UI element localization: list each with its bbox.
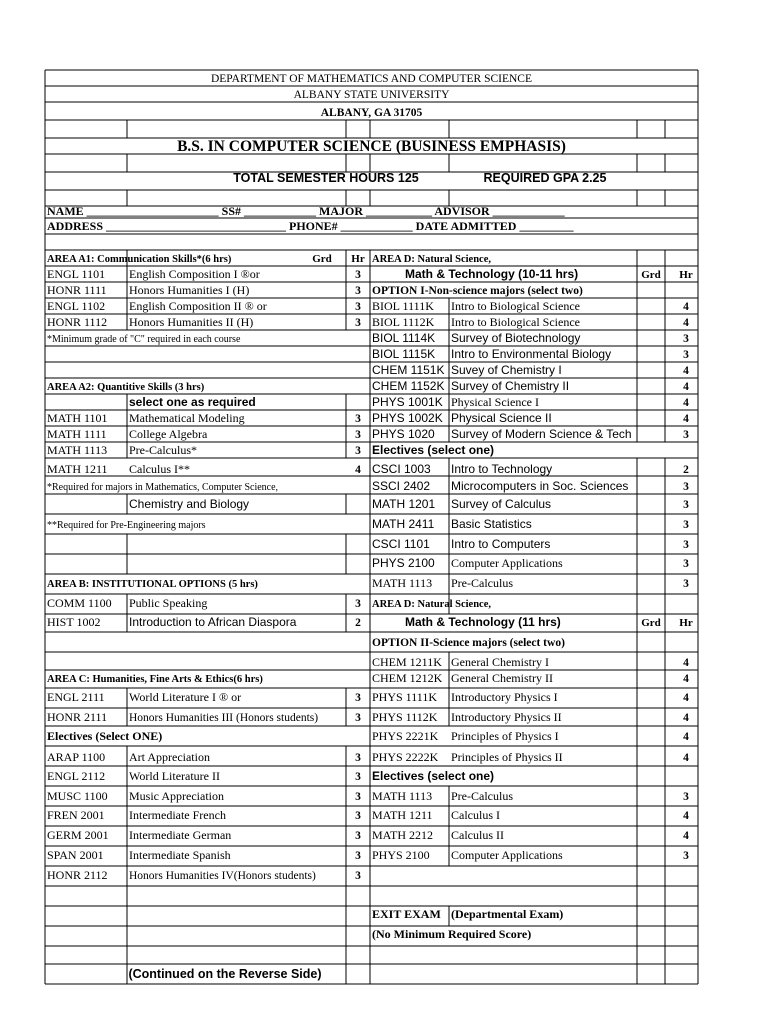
row-30-c1: Music Appreciation bbox=[129, 789, 224, 803]
university-city: ALBANY, GA 31705 bbox=[320, 107, 423, 119]
row-28-c0: ARAP 1100 bbox=[47, 750, 106, 764]
row-13-hr2: 2 bbox=[683, 464, 689, 476]
row-1-c0: ENGL 1101 bbox=[47, 267, 106, 281]
row-23-c5: General Chemistry I bbox=[451, 655, 549, 669]
row-11-hr2: 3 bbox=[683, 429, 689, 441]
row-26-c0: HONR 2111 bbox=[47, 710, 108, 724]
row-21-c0: HIST 1002 bbox=[47, 615, 101, 629]
row-5-hr2: 3 bbox=[683, 333, 689, 345]
row-16-c0: **Required for Pre-Engineering majors bbox=[47, 520, 206, 531]
row-9-c1: select one as required bbox=[129, 395, 256, 409]
row-24-c5: General Chemistry II bbox=[451, 671, 553, 685]
student-address-line: ADDRESS ______________________________ PHONE# ____________ DATE ADMITTED _________ bbox=[47, 219, 574, 233]
row-26-c1: Honors Humanities III (Honors students) bbox=[129, 712, 319, 724]
row-8-c4: CHEM 1152K bbox=[372, 379, 445, 393]
row-13-hr1: 4 bbox=[355, 464, 361, 476]
row-21-hr1: 2 bbox=[355, 617, 361, 629]
row-20-hr1: 3 bbox=[355, 598, 361, 610]
row-26-c5: Introductory Physics II bbox=[451, 710, 562, 724]
row-13-c5: Intro to Technology bbox=[451, 462, 553, 476]
total-hours: TOTAL SEMESTER HOURS 125 bbox=[233, 171, 419, 185]
row-4-hr1: 3 bbox=[355, 317, 361, 329]
required-gpa: REQUIRED GPA 2.25 bbox=[483, 171, 607, 185]
row-36-c4: (No Minimum Required Score) bbox=[372, 927, 532, 941]
row-6-c4: BIOL 1115K bbox=[372, 347, 436, 361]
row-8-hr2: 4 bbox=[683, 381, 689, 393]
row-20-c0: COMM 1100 bbox=[47, 596, 112, 610]
row-8-c5: Survey of Chemistry II bbox=[451, 379, 570, 393]
row-15-hr2: 3 bbox=[683, 499, 689, 511]
row-14-c5: Microcomputers in Soc. Sciences bbox=[451, 479, 629, 493]
row-33-c5: Computer Applications bbox=[451, 848, 563, 862]
row-29-c1: World Literature II bbox=[129, 769, 220, 783]
row-6-hr2: 3 bbox=[683, 349, 689, 361]
row-4-c0: HONR 1112 bbox=[47, 315, 108, 329]
row-1-hr1: 3 bbox=[355, 269, 361, 281]
row-17-c5: Intro to Computers bbox=[451, 537, 551, 551]
row-32-hr2: 4 bbox=[683, 830, 689, 842]
row-6-c5: Intro to Environmental Biology bbox=[451, 347, 612, 361]
row-13-c0: MATH 1211 bbox=[47, 462, 108, 476]
row-16-hr2: 3 bbox=[683, 519, 689, 531]
row-28-hr2: 4 bbox=[683, 752, 689, 764]
program-title: B.S. IN COMPUTER SCIENCE (BUSINESS EMPHASIS) bbox=[177, 138, 566, 155]
row-26-hr1: 3 bbox=[355, 712, 361, 724]
row-21-hr2: Hr bbox=[679, 617, 693, 629]
row-30-hr1: 3 bbox=[355, 791, 361, 803]
row-2-hr1: 3 bbox=[355, 285, 361, 297]
row-32-hr1: 3 bbox=[355, 830, 361, 842]
row-10-hr1: 3 bbox=[355, 413, 361, 425]
row-9-c4: PHYS 1001K bbox=[372, 395, 443, 409]
row-33-c0: SPAN 2001 bbox=[47, 848, 104, 862]
row-23-c4: CHEM 1211K bbox=[372, 655, 442, 669]
row-9-hr2: 4 bbox=[683, 397, 689, 409]
row-10-c5: Physical Science II bbox=[451, 411, 552, 425]
row-16-c5: Basic Statistics bbox=[451, 517, 532, 531]
row-31-hr1: 3 bbox=[355, 810, 361, 822]
row-0-c0: AREA A1: Communication Skills*(6 hrs) bbox=[47, 254, 232, 265]
row-7-c5: Suvey of Chemistry I bbox=[451, 363, 562, 377]
row-28-c4: PHYS 2222K bbox=[372, 750, 439, 764]
row-19-c4: MATH 1113 bbox=[372, 576, 433, 590]
department-name: DEPARTMENT OF MATHEMATICS AND COMPUTER SCIENCE bbox=[210, 73, 533, 85]
row-29-hr1: 3 bbox=[355, 771, 361, 783]
row-25-hr2: 4 bbox=[683, 692, 689, 704]
row-4-c1: Honors Humanities II (H) bbox=[129, 315, 254, 329]
row-33-hr2: 3 bbox=[683, 850, 689, 862]
row-19-c0: AREA B: INSTITUTIONAL OPTIONS (5 hrs) bbox=[47, 579, 258, 590]
row-12-c4: Electives (select one) bbox=[372, 443, 495, 457]
row-3-hr1: 3 bbox=[355, 301, 361, 313]
row-13-c4: CSCI 1003 bbox=[372, 462, 431, 476]
row-26-hr2: 4 bbox=[683, 712, 689, 724]
row-25-c1: World Literature I ® or bbox=[129, 690, 242, 704]
row-14-hr2: 3 bbox=[683, 481, 689, 493]
row-1-g2: Grd bbox=[641, 269, 661, 281]
row-5-c4: BIOL 1114K bbox=[372, 331, 436, 345]
row-4-c5: Intro to Biological Science bbox=[451, 315, 580, 329]
row-10-c4: PHYS 1002K bbox=[372, 411, 443, 425]
row-4-c4: BIOL 1112K bbox=[372, 315, 435, 329]
row-9-c5: Physical Science I bbox=[451, 395, 539, 409]
row-11-c4: PHYS 1020 bbox=[372, 427, 435, 441]
row-0-c4: AREA D: Natural Science, bbox=[372, 254, 491, 265]
row-27-c4: PHYS 2221K bbox=[372, 729, 439, 743]
row-20-c4: AREA D: Natural Science, bbox=[372, 599, 491, 610]
row-3-c4: BIOL 1111K bbox=[372, 299, 434, 313]
row-15-c4: MATH 1201 bbox=[372, 497, 436, 511]
row-3-hr2: 4 bbox=[683, 301, 689, 313]
row-1-c1: English Composition I ®or bbox=[129, 267, 260, 281]
row-31-c4: MATH 1211 bbox=[372, 808, 433, 822]
row-11-c5: Survey of Modern Science & Tech bbox=[451, 427, 632, 441]
row-10-c1: Mathematical Modeling bbox=[129, 411, 245, 425]
row-18-c5: Computer Applications bbox=[451, 556, 563, 570]
row-8-c0: AREA A2: Quantitive Skills (3 hrs) bbox=[47, 382, 205, 393]
row-24-c0: AREA C: Humanities, Fine Arts & Ethics(6 hrs) bbox=[47, 674, 263, 685]
row-21-c1: Introduction to African Diaspora bbox=[129, 615, 297, 629]
row-30-c0: MUSC 1100 bbox=[47, 789, 108, 803]
row-33-hr1: 3 bbox=[355, 850, 361, 862]
row-32-c4: MATH 2212 bbox=[372, 828, 434, 842]
row-13-c1: Calculus I** bbox=[129, 462, 190, 476]
row-21-c4: Math & Technology (11 hrs) bbox=[405, 615, 561, 629]
row-5-c0: *Minimum grade of "C" required in each course bbox=[47, 334, 241, 345]
row-12-c0: MATH 1113 bbox=[47, 443, 108, 457]
row-17-c4: CSCI 1101 bbox=[372, 537, 430, 551]
row-2-c4: OPTION I-Non-science majors (select two) bbox=[372, 285, 583, 297]
row-30-c5: Pre-Calculus bbox=[451, 789, 513, 803]
row-15-c5: Survey of Calculus bbox=[451, 497, 552, 511]
row-4-hr2: 4 bbox=[683, 317, 689, 329]
row-10-c0: MATH 1101 bbox=[47, 411, 108, 425]
row-32-c5: Calculus II bbox=[451, 828, 504, 842]
row-19-hr2: 3 bbox=[683, 578, 689, 590]
row-33-c1: Intermediate Spanish bbox=[129, 848, 231, 862]
row-14-c0: *Required for majors in Mathematics, Computer Science, bbox=[47, 482, 279, 493]
row-31-hr2: 4 bbox=[683, 810, 689, 822]
row-33-c4: PHYS 2100 bbox=[372, 848, 430, 862]
row-35-c4: EXIT EXAM bbox=[372, 907, 441, 921]
row-26-c4: PHYS 1112K bbox=[372, 710, 438, 724]
row-0-hr1: Hr bbox=[351, 253, 365, 265]
row-34-hr1: 3 bbox=[355, 870, 361, 882]
row-25-c5: Introductory Physics I bbox=[451, 690, 558, 704]
row-31-c5: Calculus I bbox=[451, 808, 500, 822]
row-18-c4: PHYS 2100 bbox=[372, 556, 435, 570]
row-28-hr1: 3 bbox=[355, 752, 361, 764]
row-28-c1: Art Appreciation bbox=[129, 750, 210, 764]
row-32-c0: GERM 2001 bbox=[47, 828, 109, 842]
row-5-c5: Survey of Biotechnology bbox=[451, 331, 581, 345]
row-27-c0: Electives (Select ONE) bbox=[47, 729, 163, 743]
row-29-c0: ENGL 2112 bbox=[47, 769, 106, 783]
student-name-line: NAME ______________________ SS# ____________ MAJOR ___________ ADVISOR ____________ bbox=[47, 204, 565, 218]
row-22-c4: OPTION II-Science majors (select two) bbox=[372, 637, 565, 649]
row-0-c2: Grd bbox=[312, 253, 332, 265]
row-18-hr2: 3 bbox=[683, 558, 689, 570]
row-30-hr2: 3 bbox=[683, 791, 689, 803]
university-name: ALBANY STATE UNIVERSITY bbox=[293, 89, 450, 101]
row-24-c4: CHEM 1212K bbox=[372, 671, 443, 685]
row-28-c5: Principles of Physics II bbox=[451, 750, 563, 764]
row-12-hr1: 3 bbox=[355, 445, 361, 457]
row-2-c0: HONR 1111 bbox=[47, 283, 107, 297]
row-21-g2: Grd bbox=[641, 617, 661, 629]
row-35-c5: (Departmental Exam) bbox=[451, 907, 564, 921]
row-24-hr2: 4 bbox=[683, 673, 689, 685]
row-30-c4: MATH 1113 bbox=[372, 789, 433, 803]
row-16-c4: MATH 2411 bbox=[372, 517, 435, 531]
row-7-hr2: 4 bbox=[683, 365, 689, 377]
row-25-c0: ENGL 2111 bbox=[47, 690, 105, 704]
row-27-c5: Principles of Physics I bbox=[451, 729, 559, 743]
row-1-c4: Math & Technology (10-11 hrs) bbox=[405, 267, 579, 281]
row-32-c1: Intermediate German bbox=[129, 828, 232, 842]
row-11-hr1: 3 bbox=[355, 429, 361, 441]
row-31-c0: FREN 2001 bbox=[47, 808, 105, 822]
row-29-c4: Electives (select one) bbox=[372, 769, 495, 783]
continued-note: (Continued on the Reverse Side) bbox=[128, 967, 322, 981]
row-11-c1: College Algebra bbox=[129, 427, 208, 441]
row-25-hr1: 3 bbox=[355, 692, 361, 704]
row-11-c0: MATH 1111 bbox=[47, 427, 107, 441]
row-7-c4: CHEM 1151K bbox=[372, 363, 445, 377]
row-12-c1: Pre-Calculus* bbox=[129, 443, 197, 457]
row-23-hr2: 4 bbox=[683, 657, 689, 669]
row-3-c1: English Composition II ® or bbox=[129, 299, 267, 313]
row-17-hr2: 3 bbox=[683, 539, 689, 551]
row-3-c5: Intro to Biological Science bbox=[451, 299, 580, 313]
row-14-c4: SSCI 2402 bbox=[372, 479, 431, 493]
row-3-c0: ENGL 1102 bbox=[47, 299, 106, 313]
row-34-c1: Honors Humanities IV(Honors students) bbox=[129, 870, 316, 882]
row-34-c0: HONR 2112 bbox=[47, 868, 108, 882]
row-15-c1: Chemistry and Biology bbox=[129, 497, 250, 511]
row-2-c1: Honors Humanities I (H) bbox=[129, 283, 250, 297]
row-25-c4: PHYS 1111K bbox=[372, 690, 438, 704]
row-20-c1: Public Speaking bbox=[129, 596, 208, 610]
row-31-c1: Intermediate French bbox=[129, 808, 226, 822]
row-27-hr2: 4 bbox=[683, 731, 689, 743]
row-1-hr2: Hr bbox=[679, 269, 693, 281]
row-19-c5: Pre-Calculus bbox=[451, 576, 513, 590]
row-10-hr2: 4 bbox=[683, 413, 689, 425]
